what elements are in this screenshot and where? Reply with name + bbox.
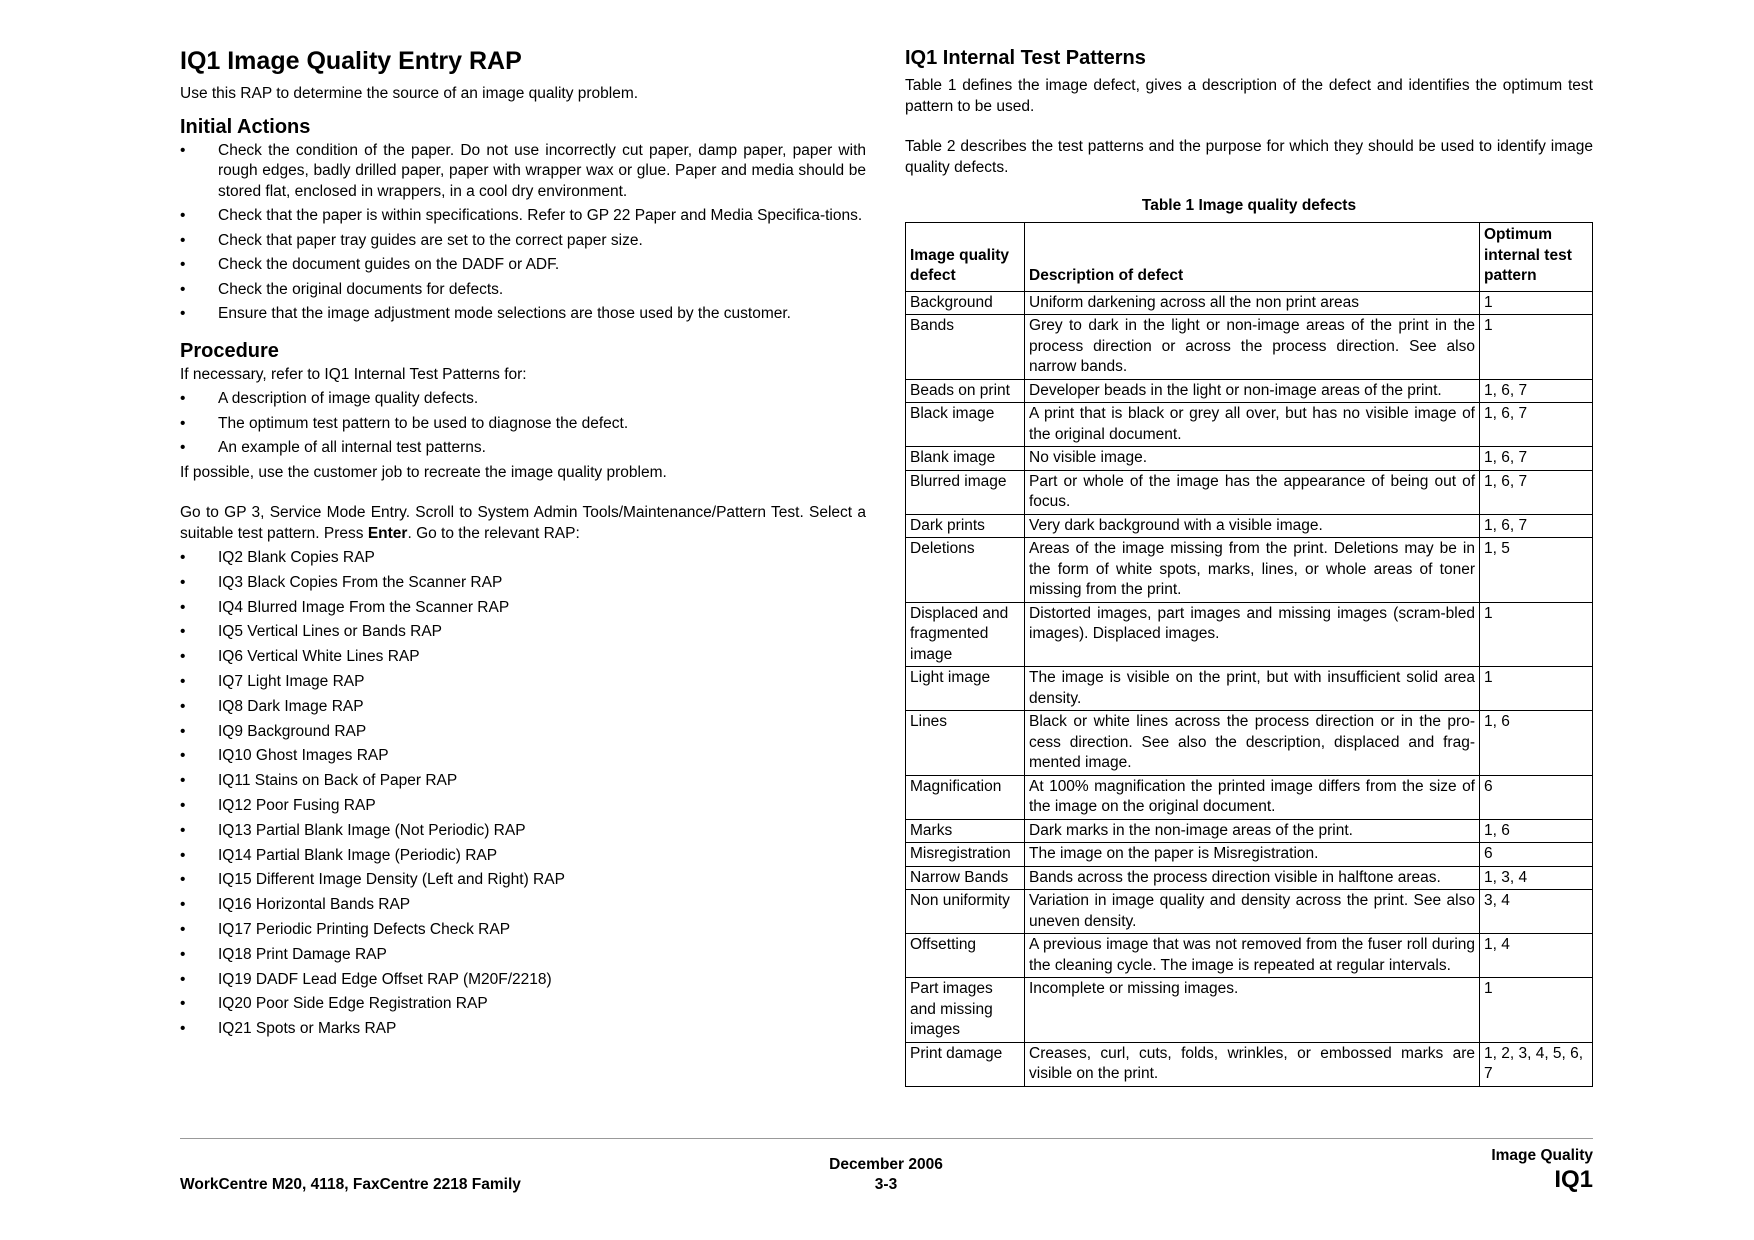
table-row [906, 843, 1593, 867]
table-row [906, 514, 1593, 538]
rap-list-item: • IQ8 Dark Image RAP [180, 697, 866, 718]
table-row [906, 538, 1593, 603]
cell-pattern: 1, 6 [1480, 711, 1593, 776]
cell-description: Uniform darkening across all the non print areas [1025, 291, 1480, 315]
cell-pattern: 1, 3, 4 [1480, 866, 1593, 890]
cell-defect: Misregistration [906, 843, 1025, 867]
cell-defect: Displaced and fragmented image [906, 602, 1025, 667]
rap-list-item: • IQ18 Print Damage RAP [180, 945, 866, 966]
cell-defect: Background [906, 291, 1025, 315]
cell-description: At 100% magnification the printed image differs from the size of the image on the original document. [1025, 775, 1480, 819]
rap-list-item: • IQ3 Black Copies From the Scanner RAP [180, 573, 866, 594]
cell-pattern: 6 [1480, 843, 1593, 867]
rap-list-item: • IQ17 Periodic Printing Defects Check RAP [180, 920, 866, 941]
table-header-row [906, 223, 1593, 292]
procedure-intro: If necessary, refer to IQ1 Internal Test Patterns for: [180, 365, 527, 383]
cell-pattern: 1 [1480, 602, 1593, 667]
cell-defect: Non uniformity [906, 890, 1025, 934]
cell-pattern: 6 [1480, 775, 1593, 819]
procedure-recreate: If possible, use the customer job to recreate the image quality problem. [180, 463, 667, 481]
cell-pattern: 1, 6, 7 [1480, 447, 1593, 471]
cell-defect: Print damage [906, 1042, 1025, 1086]
cell-pattern: 1, 5 [1480, 538, 1593, 603]
header-defect: Image quality defect [906, 223, 1025, 292]
footer-code: IQ1 [1554, 1166, 1593, 1193]
cell-defect: Blank image [906, 447, 1025, 471]
initial-actions-heading: Initial Actions [180, 115, 311, 138]
cell-description: The image is visible on the print, but with insufficient solid area density. [1025, 667, 1480, 711]
rap-list [180, 548, 866, 1040]
cell-defect: Bands [906, 315, 1025, 380]
cell-pattern: 1, 6, 7 [1480, 514, 1593, 538]
table1-intro: Table 1 defines the image defect, gives a description of the defect and identifies the optimum test pattern to be used. [905, 77, 1593, 115]
image-quality-defects-table [905, 222, 1593, 1087]
cell-description: Very dark background with a visible image. [1025, 514, 1480, 538]
procedure-list [180, 389, 866, 459]
goto-text: Go to GP 3, Service Mode Entry. Scroll to System Admin Tools/Maintenance/Pattern Test. Select a suitable test pattern. Press Enter. Go to the relevant RAP: [180, 504, 866, 542]
page-title: IQ1 Image Quality Entry RAP [180, 47, 522, 75]
cell-description: Creases, curl, cuts, folds, wrinkles, or embossed marks are visible on the print. [1025, 1042, 1480, 1086]
right-column [905, 44, 1593, 1087]
cell-description: Black or white lines across the process direction or in the pro-cess direction. See also the description, displaced and frag-mented image. [1025, 711, 1480, 776]
cell-defect: Light image [906, 667, 1025, 711]
rap-list-item: • IQ21 Spots or Marks RAP [180, 1019, 866, 1040]
rap-list-item: • IQ13 Partial Blank Image (Not Periodic) RAP [180, 821, 866, 842]
table-row [906, 470, 1593, 514]
cell-pattern: 1, 6, 7 [1480, 470, 1593, 514]
list-item: • Check that the paper is within specifications. Refer to GP 22 Paper and Media Specifica-tions. [180, 206, 866, 227]
rap-list-item: • IQ10 Ghost Images RAP [180, 746, 866, 767]
cell-description: Part or whole of the image has the appearance of being out of focus. [1025, 470, 1480, 514]
cell-description: No visible image. [1025, 447, 1480, 471]
cell-description: Areas of the image missing from the print. Deletions may be in the form of white spots, marks, lines, or whole areas of toner missing from the print. [1025, 538, 1480, 603]
cell-description: Incomplete or missing images. [1025, 978, 1480, 1043]
list-item: • A description of image quality defects. [180, 389, 866, 410]
table-row [906, 866, 1593, 890]
rap-list-item: • IQ19 DADF Lead Edge Offset RAP (M20F/2218) [180, 970, 866, 991]
footer-page-number: 3-3 [874, 1176, 898, 1193]
footer-date: December 2006 [829, 1156, 943, 1173]
footer-section: Image Quality [1491, 1147, 1593, 1164]
rap-list-item: • IQ15 Different Image Density (Left and Right) RAP [180, 870, 866, 891]
cell-pattern: 1, 6, 7 [1480, 379, 1593, 403]
cell-defect: Marks [906, 819, 1025, 843]
cell-pattern: 1 [1480, 978, 1593, 1043]
left-column [180, 44, 866, 1044]
cell-defect: Blurred image [906, 470, 1025, 514]
cell-pattern: 1, 6, 7 [1480, 403, 1593, 447]
table-row [906, 447, 1593, 471]
table-row [906, 602, 1593, 667]
enter-key-label: Enter [367, 524, 408, 542]
rap-list-item: • IQ11 Stains on Back of Paper RAP [180, 771, 866, 792]
rap-list-item: • IQ20 Poor Side Edge Registration RAP [180, 994, 866, 1015]
cell-description: Bands across the process direction visible in halftone areas. [1025, 866, 1480, 890]
cell-pattern: 1 [1480, 667, 1593, 711]
procedure-heading: Procedure [180, 339, 279, 362]
intro-text: Use this RAP to determine the source of an image quality problem. [180, 85, 639, 102]
cell-defect: Dark prints [906, 514, 1025, 538]
initial-actions-list [180, 141, 866, 325]
table-row [906, 775, 1593, 819]
table-caption: Table 1 Image quality defects [1141, 197, 1357, 214]
table-row [906, 711, 1593, 776]
cell-description: A print that is black or grey all over, but has no visible image of the original document. [1025, 403, 1480, 447]
cell-defect: Part images and missing images [906, 978, 1025, 1043]
rap-list-item: • IQ4 Blurred Image From the Scanner RAP [180, 598, 866, 619]
cell-defect: Lines [906, 711, 1025, 776]
header-pattern: Optimum internal test pattern [1480, 223, 1593, 292]
cell-pattern: 1 [1480, 291, 1593, 315]
cell-defect: Magnification [906, 775, 1025, 819]
cell-defect: Narrow Bands [906, 866, 1025, 890]
cell-description: A previous image that was not removed from the fuser roll during the cleaning cycle. The image is repeated at regular intervals. [1025, 934, 1480, 978]
footer-center [786, 1155, 986, 1195]
list-item: • Check that paper tray guides are set to the correct paper size. [180, 231, 866, 252]
cell-description: Dark marks in the non-image areas of the print. [1025, 819, 1480, 843]
rap-list-item: • IQ9 Background RAP [180, 722, 866, 743]
cell-description: Variation in image quality and density across the print. See also uneven density. [1025, 890, 1480, 934]
cell-pattern: 1, 2, 3, 4, 5, 6, 7 [1480, 1042, 1593, 1086]
list-item: • The optimum test pattern to be used to diagnose the defect. [180, 414, 866, 435]
cell-description: The image on the paper is Misregistration. [1025, 843, 1480, 867]
cell-pattern: 1, 6 [1480, 819, 1593, 843]
table-row [906, 890, 1593, 934]
rap-list-item: • IQ14 Partial Blank Image (Periodic) RAP [180, 846, 866, 867]
cell-description: Distorted images, part images and missing images (scram-bled images). Displaced images. [1025, 602, 1480, 667]
cell-pattern: 1 [1480, 315, 1593, 380]
cell-defect: Offsetting [906, 934, 1025, 978]
footer-product: WorkCentre M20, 4118, FaxCentre 2218 Family [180, 1176, 521, 1193]
cell-pattern: 3, 4 [1480, 890, 1593, 934]
table-row [906, 291, 1593, 315]
cell-description: Grey to dark in the light or non-image areas of the print in the process direction or across the process direction. See also narrow bands. [1025, 315, 1480, 380]
rap-list-item: • IQ6 Vertical White Lines RAP [180, 647, 866, 668]
list-item: • Check the condition of the paper. Do not use incorrectly cut paper, damp paper, paper with rough edges, badly drilled paper, paper with wrapper wax or glue. Paper and media should be stored flat, enclosed in wrappers, in a cool dry environment. [180, 141, 866, 203]
list-item: • Check the document guides on the DADF or ADF. [180, 255, 866, 276]
footer-right [1491, 1146, 1593, 1194]
list-item: • Check the original documents for defects. [180, 280, 866, 301]
table-row [906, 934, 1593, 978]
rap-list-item: • IQ16 Horizontal Bands RAP [180, 895, 866, 916]
list-item: • Ensure that the image adjustment mode selections are those used by the customer. [180, 304, 866, 325]
header-description: Description of defect [1025, 223, 1480, 292]
cell-pattern: 1, 4 [1480, 934, 1593, 978]
rap-list-item: • IQ7 Light Image RAP [180, 672, 866, 693]
table-row [906, 819, 1593, 843]
cell-defect: Beads on print [906, 379, 1025, 403]
rap-list-item: • IQ12 Poor Fusing RAP [180, 796, 866, 817]
table2-intro: Table 2 describes the test patterns and the purpose for which they should be used to identify image quality defects. [905, 138, 1593, 176]
cell-defect: Black image [906, 403, 1025, 447]
table-row [906, 667, 1593, 711]
cell-description: Developer beads in the light or non-image areas of the print. [1025, 379, 1480, 403]
footer-divider [180, 1138, 1593, 1139]
list-item: • An example of all internal test patterns. [180, 438, 866, 459]
rap-list-item: • IQ2 Blank Copies RAP [180, 548, 866, 569]
cell-defect: Deletions [906, 538, 1025, 603]
section-heading: IQ1 Internal Test Patterns [905, 47, 1146, 69]
table-row [906, 315, 1593, 380]
rap-list-item: • IQ5 Vertical Lines or Bands RAP [180, 622, 866, 643]
table-row [906, 1042, 1593, 1086]
table-row [906, 403, 1593, 447]
table-row [906, 379, 1593, 403]
table-row [906, 978, 1593, 1043]
